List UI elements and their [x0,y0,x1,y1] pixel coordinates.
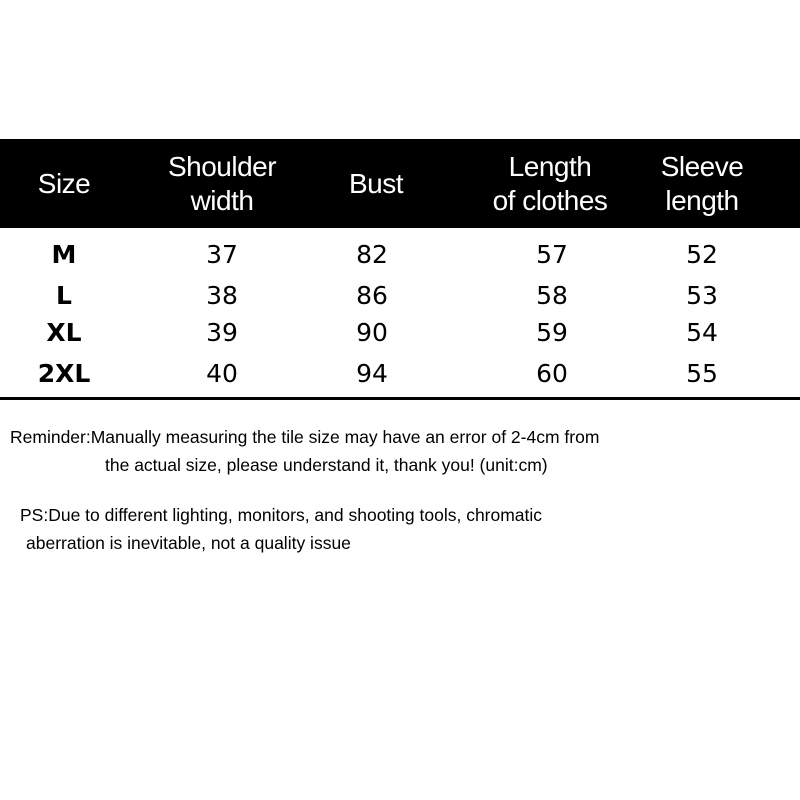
shoulder-cell: 40 [206,358,238,388]
table-row [0,234,800,274]
length-cell: 59 [536,317,568,347]
size-cell: XL [46,317,82,347]
header-sleeve-length [632,139,772,228]
size-cell: L [56,280,72,310]
reminder-line-1: Reminder:Manually measuring the tile size may have an error of 2-4cm from [10,427,600,447]
header-length-line2: of clothes [492,184,608,216]
bust-cell: 90 [356,317,388,347]
table-row [0,353,800,393]
sleeve-cell: 52 [686,239,718,269]
length-cell: 57 [536,239,568,269]
table-row [0,275,800,315]
size-cell: 2XL [37,358,91,388]
sleeve-cell: 55 [686,358,718,388]
shoulder-cell: 39 [206,317,238,347]
length-cell: 58 [536,280,568,310]
header-shoulder-width [150,139,294,228]
table-bottom-divider [0,397,800,400]
size-cell: M [51,239,77,269]
header-size-label: Size [37,167,91,199]
sleeve-cell: 53 [686,280,718,310]
sleeve-cell: 54 [686,317,718,347]
header-bust-label: Bust [348,167,404,199]
header-shoulder-line2: width [190,184,254,216]
header-shoulder-line1: Shoulder [167,150,277,182]
reminder-line-2: the actual size, please understand it, thank you! (unit:cm) [105,455,548,475]
header-length-line1: Length [508,150,592,182]
bust-cell: 86 [356,280,388,310]
table-header [0,139,800,228]
ps-line-2: aberration is inevitable, not a quality issue [26,533,351,553]
ps-line-1: PS:Due to different lighting, monitors, and shooting tools, chromatic [20,505,543,525]
header-bust [316,139,436,228]
shoulder-cell: 37 [206,239,238,269]
length-cell: 60 [536,358,568,388]
shoulder-cell: 38 [206,280,238,310]
header-length-of-clothes [472,139,628,228]
table-row [0,312,800,352]
bust-cell: 94 [356,358,388,388]
header-sleeve-line1: Sleeve [660,150,744,182]
header-size [18,139,110,228]
header-sleeve-line2: length [665,184,739,216]
bust-cell: 82 [356,239,388,269]
